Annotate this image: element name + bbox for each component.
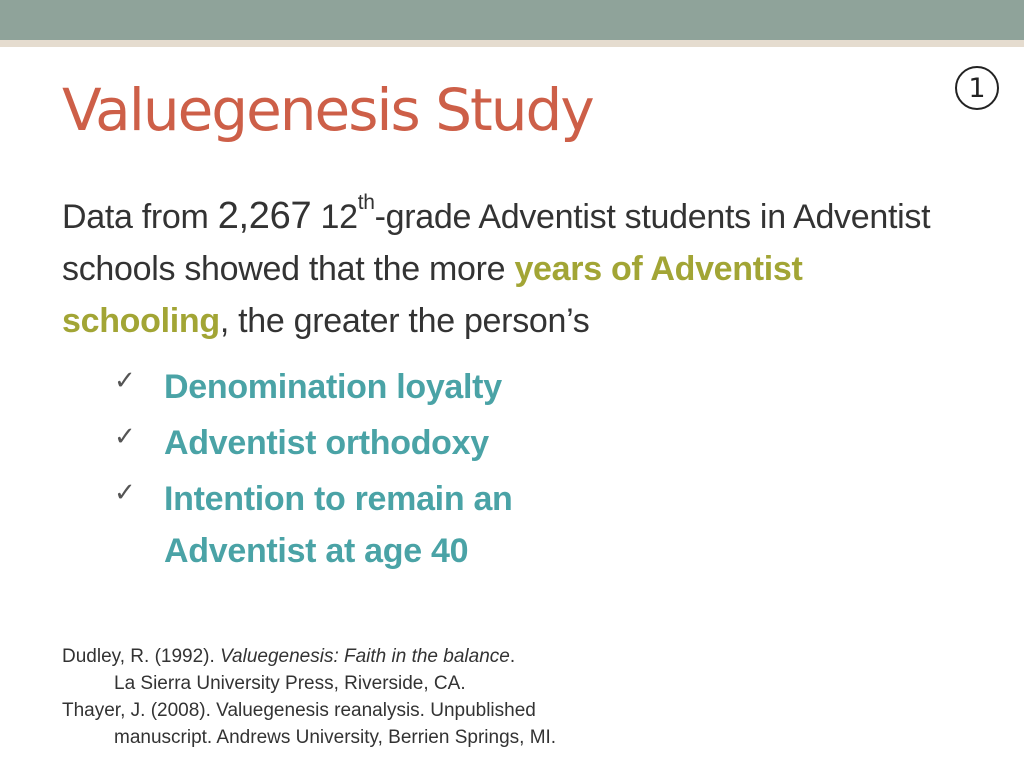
reference-end: . <box>509 646 516 667</box>
intro-text-1: Data from <box>62 198 218 236</box>
references <box>62 643 556 751</box>
check-mark-icon: ✓ <box>114 422 136 452</box>
intro-text-4: , the greater the person’s <box>219 302 590 340</box>
checklist-item-text: Denomination loyalty <box>164 368 502 406</box>
slide-number-badge <box>955 66 999 110</box>
checklist-item-text: Adventist orthodoxy <box>164 424 489 462</box>
outcome-checklist <box>112 361 584 581</box>
highlight-years-of-schooling: years of Adventist schooling <box>62 250 803 340</box>
slide-number: 1 <box>968 72 986 104</box>
checklist-item <box>112 361 584 413</box>
reference-item <box>62 697 556 751</box>
top-header-rule <box>0 40 1024 47</box>
reference-item <box>62 643 556 697</box>
ordinal-suffix: th <box>357 191 375 214</box>
student-count: 2,267 <box>217 195 312 237</box>
intro-text-2: 12 <box>311 198 358 236</box>
checklist-item-text: Intention to remain an Adventist at age 40 <box>164 480 513 570</box>
check-mark-icon: ✓ <box>114 478 136 508</box>
reference-title: Valuegenesis: Faith in the balance <box>220 646 510 667</box>
reference-continuation: manuscript. Andrews University, Berrien Springs, MI. <box>114 727 557 748</box>
checklist-item <box>112 417 584 469</box>
slide-title: Valuegenesis Study <box>62 76 593 144</box>
reference-continuation: La Sierra University Press, Riverside, CA. <box>114 673 466 694</box>
checklist-item <box>112 473 584 577</box>
reference-author: Thayer, J. (2008). Valuegenesis reanalysis. Unpublished <box>62 700 536 721</box>
top-header-band <box>0 0 1024 40</box>
intro-text-3: -grade Adventist students in Adventist schools showed that the more <box>62 198 931 288</box>
reference-author: Dudley, R. (1992). <box>62 646 221 667</box>
intro-paragraph <box>62 190 962 347</box>
check-mark-icon: ✓ <box>114 366 136 396</box>
